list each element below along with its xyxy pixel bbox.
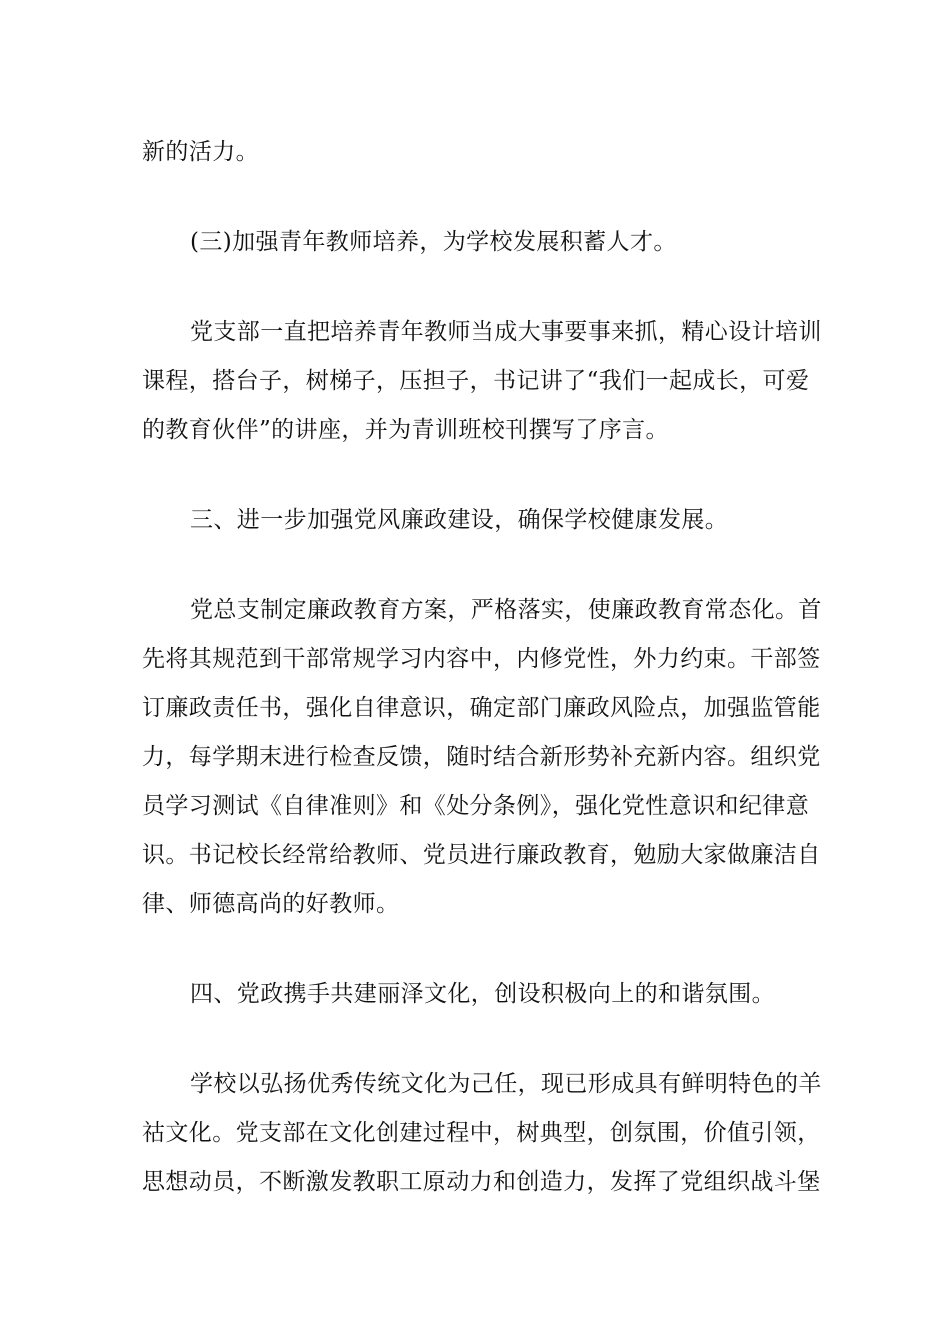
text-line: 先将其规范到干部常规学习内容中，内修党性，外力约束。干部签 (142, 646, 821, 672)
text-line: 课程，搭台子，树梯子，压担子，书记讲了“我们一起成长，可爱 (142, 368, 810, 394)
text-line: 党总支制定廉政教育方案，严格落实，使廉政教育常态化。首 (190, 597, 822, 623)
section-heading-part-4 (142, 970, 808, 1019)
text-line: 订廉政责任书，强化自律意识，确定部门廉政风险点，加强监管能 (142, 695, 821, 721)
text-line: (三)加强青年教师培养，为学校发展积蓄人才。 (190, 229, 677, 255)
paragraph-culture (142, 1060, 822, 1207)
section-heading-part-3 (142, 496, 808, 545)
text-line: 律、师德高尚的好教师。 (142, 891, 400, 917)
paragraph-young-teachers (142, 308, 822, 455)
document-body (142, 128, 822, 1207)
text-line: 三、进一步加强党风廉政建设，确保学校健康发展。 (190, 507, 729, 533)
text-line: 的教育伙伴”的讲座，并为青训班校刊撰写了序言。 (142, 417, 669, 443)
text-line: 思想动员，不断激发教职工原动力和创造力，发挥了党组织战斗堡 (142, 1169, 821, 1195)
text-line: 员学习测试《自律准则》和《处分条例》，强化党性意识和纪律意 (142, 793, 810, 819)
text-line: 党支部一直把培养青年教师当成大事要事来抓，精心设计培训 (190, 319, 822, 345)
section-heading-3 (142, 218, 808, 267)
paragraph-continuation (142, 128, 808, 177)
text-line: 识。书记校长经常给教师、党员进行廉政教育，勉励大家做廉洁自 (142, 842, 821, 868)
text-line: 学校以弘扬优秀传统文化为己任，现已形成具有鲜明特色的羊 (190, 1071, 822, 1097)
text-line: 新的活力。 (142, 139, 259, 165)
text-line: 祜文化。党支部在文化创建过程中，树典型，创氛围，价值引领， (142, 1120, 821, 1146)
text-line: 力，每学期末进行检查反馈，随时结合新形势补充新内容。组织党 (142, 744, 821, 770)
paragraph-integrity-education (142, 586, 822, 929)
text-line: 四、党政携手共建丽泽文化，创设积极向上的和谐氛围。 (190, 981, 775, 1007)
